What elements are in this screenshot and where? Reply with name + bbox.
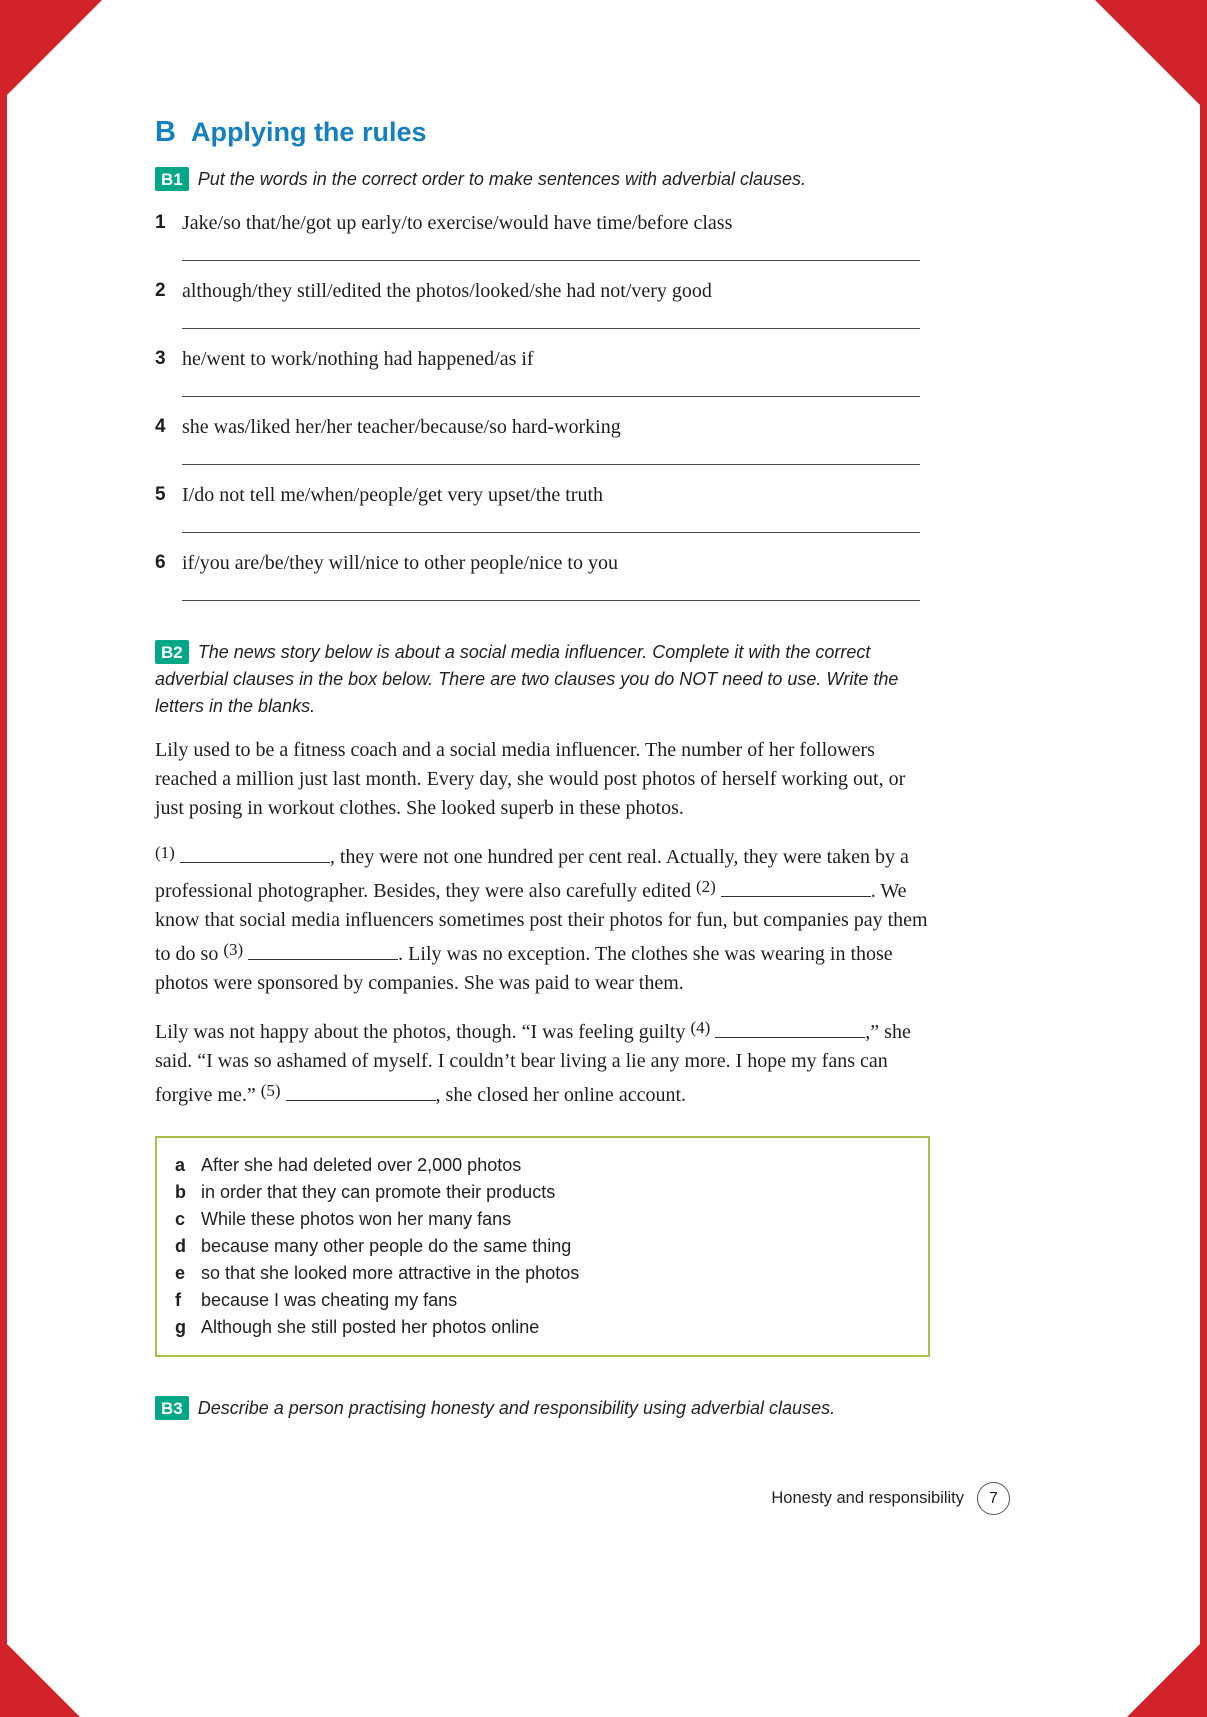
blank-label-2: (2) [695, 877, 716, 896]
question-item-5 [155, 481, 930, 533]
exercise-b3-instruction: Describe a person practising honesty and responsibility using adverbial clauses. [197, 1398, 836, 1418]
section-letter: B [155, 116, 176, 148]
page-corner-bottom-left [0, 1637, 80, 1717]
answer-line-2[interactable] [182, 327, 920, 329]
story-text: ,” she said. “I was so ashamed of myself. I couldn’t bear living a lie any more. I hope my fans can forgive me.” [155, 1021, 911, 1106]
option-item-d [175, 1233, 912, 1260]
exercise-b3-badge: B3 [155, 1396, 189, 1420]
page-content [155, 116, 930, 1422]
question-item-4 [155, 413, 930, 465]
option-text: in order that they can promote their products [201, 1182, 556, 1202]
question-row [155, 277, 930, 305]
blank-label-4: (4) [690, 1018, 711, 1037]
footer-section-title: Honesty and responsibility [771, 1489, 964, 1507]
option-letter: g [175, 1317, 186, 1337]
question-number: 6 [155, 552, 166, 573]
option-item-e [175, 1260, 912, 1287]
page-number-badge [977, 1482, 1010, 1515]
story-text: Lily was not happy about the photos, though. “I was feeling guilty [155, 1021, 691, 1043]
options-box [155, 1136, 930, 1357]
exercise-b2-header [155, 639, 930, 720]
exercise-b3 [155, 1395, 930, 1422]
question-row [155, 481, 930, 509]
question-item-3 [155, 345, 930, 397]
blank-label-3: (3) [223, 940, 244, 959]
option-text: because I was cheating my fans [201, 1290, 458, 1310]
option-text: While these photos won her many fans [201, 1209, 512, 1229]
exercise-b2 [155, 639, 930, 1357]
fill-in-blank-5[interactable] [286, 1087, 436, 1101]
exercise-b1-header [155, 166, 930, 193]
question-number: 2 [155, 280, 166, 301]
question-item-6 [155, 549, 930, 601]
question-number: 4 [155, 416, 166, 437]
question-number: 5 [155, 484, 166, 505]
page-edge-left [0, 0, 7, 1717]
exercise-b2-instruction: The news story below is about a social media influencer. Complete it with the correct adverbial clauses in the box below. There are two clauses you do NOT need to use. Write the letters in the blanks. [155, 642, 899, 716]
answer-line-1[interactable] [182, 259, 920, 261]
option-text: After she had deleted over 2,000 photos [201, 1155, 522, 1175]
blank-label-1: (1) [155, 843, 175, 862]
question-text: she was/liked her/her teacher/because/so hard-working [182, 416, 621, 438]
blank-label-5: (5) [260, 1081, 281, 1100]
question-item-1 [155, 209, 930, 261]
option-item-b [175, 1179, 912, 1206]
story-paragraph-1: Lily used to be a fitness coach and a social media influencer. The number of her followers reached a million just last month. Every day, she would post photos of herself working out, or just posing in workout clothes. She looked superb in these photos. [155, 739, 906, 819]
page-footer [771, 1482, 1010, 1515]
story-text: , she closed her online account. [435, 1084, 686, 1106]
question-text: if/you are/be/they will/nice to other people/nice to you [182, 552, 618, 574]
page-corner-top-right [1095, 0, 1207, 112]
page-number: 7 [989, 1489, 998, 1507]
option-letter: f [175, 1290, 181, 1310]
section-heading [155, 116, 930, 149]
question-row [155, 549, 930, 577]
answer-line-3[interactable] [182, 395, 920, 397]
story-text: , they were not one hundred per cent real. Actually, they were taken by a professional photographer. Besides, they were also carefully edited [155, 846, 909, 902]
fill-in-blank-2[interactable] [721, 883, 871, 897]
option-text: Although she still posted her photos online [201, 1317, 540, 1337]
question-item-2 [155, 277, 930, 329]
fill-in-blank-1[interactable] [180, 849, 330, 863]
question-text: although/they still/edited the photos/looked/she had not/very good [182, 280, 712, 302]
answer-line-4[interactable] [182, 463, 920, 465]
story-text: . Lily was no exception. The clothes she was wearing in those photos were sponsored by companies. She was paid to wear them. [155, 943, 893, 994]
option-item-g [175, 1314, 912, 1341]
question-text: Jake/so that/he/got up early/to exercise/would have time/before class [182, 212, 733, 234]
option-letter: e [175, 1263, 186, 1283]
story-text: . We know that social media influencers sometimes post their photos for fun, but companies pay them to do so [155, 880, 928, 965]
answer-line-5[interactable] [182, 531, 920, 533]
question-row [155, 413, 930, 441]
question-text: he/went to work/nothing had happened/as if [182, 348, 534, 370]
exercise-b2-badge: B2 [155, 640, 189, 664]
question-row [155, 345, 930, 373]
option-letter: a [175, 1155, 186, 1175]
answer-line-6[interactable] [182, 599, 920, 601]
question-text: I/do not tell me/when/people/get very upset/the truth [182, 484, 604, 506]
section-title: Applying the rules [190, 117, 427, 147]
fill-in-blank-3[interactable] [248, 946, 398, 960]
story-paragraph-3 [155, 1013, 930, 1110]
story-paragraph-2 [155, 838, 930, 998]
page-corner-bottom-right [1127, 1637, 1207, 1717]
option-letter: b [175, 1182, 186, 1202]
option-text: because many other people do the same thing [201, 1236, 572, 1256]
question-row [155, 209, 930, 237]
option-item-f [175, 1287, 912, 1314]
page-corner-top-left [0, 0, 102, 102]
option-text: so that she looked more attractive in the photos [201, 1263, 580, 1283]
question-number: 1 [155, 212, 166, 233]
option-item-a [175, 1152, 912, 1179]
page-edge-right [1200, 0, 1207, 1717]
exercise-b1-badge: B1 [155, 167, 189, 191]
option-letter: c [175, 1209, 186, 1229]
question-number: 3 [155, 348, 166, 369]
fill-in-blank-4[interactable] [715, 1024, 865, 1038]
option-letter: d [175, 1236, 186, 1256]
exercise-b1-instruction: Put the words in the correct order to make sentences with adverbial clauses. [197, 169, 807, 189]
option-item-c [175, 1206, 912, 1233]
